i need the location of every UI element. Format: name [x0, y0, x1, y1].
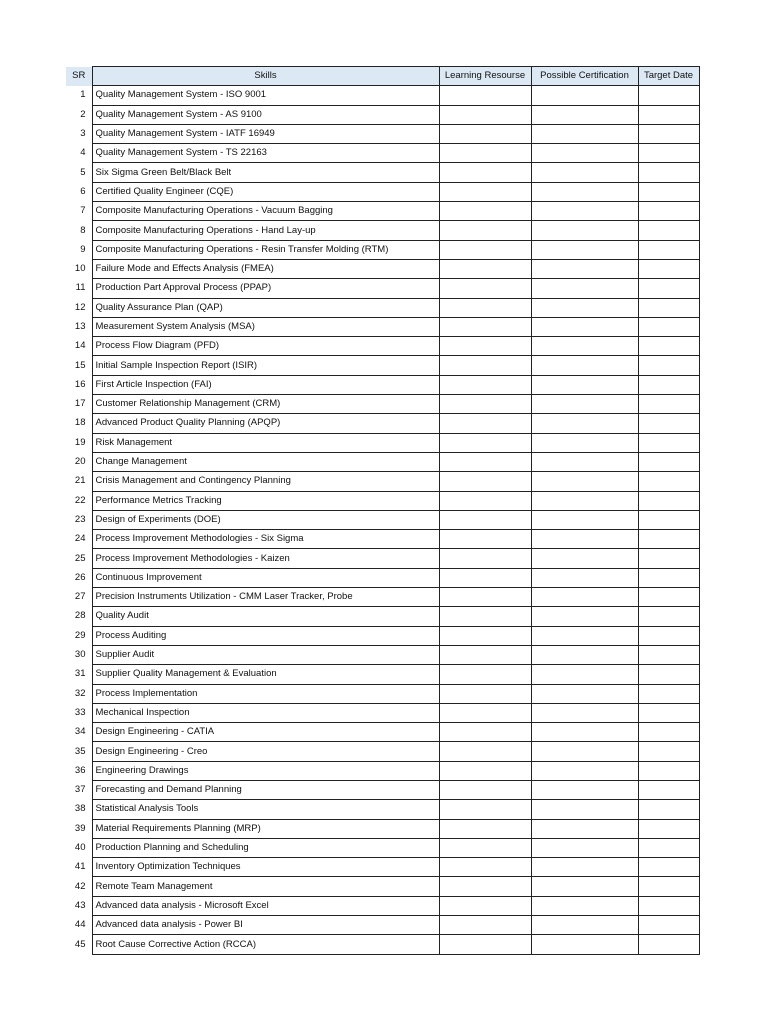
- row-number: 7: [80, 205, 86, 217]
- learning-resource-cell[interactable]: [439, 395, 531, 414]
- row-number: 12: [74, 301, 86, 313]
- possible-certification-cell[interactable]: [531, 607, 638, 626]
- target-date-cell[interactable]: [638, 761, 699, 780]
- target-date-cell[interactable]: [638, 259, 699, 278]
- learning-resource-cell[interactable]: [439, 761, 531, 780]
- learning-resource-cell[interactable]: [439, 298, 531, 317]
- target-date-cell[interactable]: [638, 568, 699, 587]
- row-number: 15: [74, 359, 86, 371]
- row-number: 37: [74, 784, 86, 796]
- table-row: [66, 491, 699, 510]
- row-number: 40: [74, 842, 86, 854]
- table-row: [66, 317, 699, 336]
- target-date-cell[interactable]: [638, 337, 699, 356]
- skill-cell: Process Improvement Methodologies - Kaizen: [92, 549, 439, 568]
- header-sr: SR: [66, 67, 92, 86]
- possible-certification-cell[interactable]: [531, 530, 638, 549]
- possible-certification-cell[interactable]: [531, 935, 638, 954]
- row-number: 20: [74, 456, 86, 468]
- skill-cell: Measurement System Analysis (MSA): [92, 317, 439, 336]
- table-row: [66, 916, 699, 935]
- table-row: [66, 896, 699, 915]
- skill-cell: Process Flow Diagram (PFD): [92, 337, 439, 356]
- possible-certification-cell[interactable]: [531, 395, 638, 414]
- target-date-cell[interactable]: [638, 665, 699, 684]
- row-number: 26: [74, 571, 86, 583]
- possible-certification-cell[interactable]: [531, 665, 638, 684]
- target-date-cell[interactable]: [638, 182, 699, 201]
- target-date-cell[interactable]: [638, 935, 699, 954]
- possible-certification-cell[interactable]: [531, 896, 638, 915]
- skill-cell: Engineering Drawings: [92, 761, 439, 780]
- possible-certification-cell[interactable]: [531, 858, 638, 877]
- target-date-cell[interactable]: [638, 742, 699, 761]
- learning-resource-cell[interactable]: [439, 568, 531, 587]
- target-date-cell[interactable]: [638, 433, 699, 452]
- header-row: [66, 67, 699, 86]
- skill-cell: First Article Inspection (FAI): [92, 375, 439, 394]
- table-row: [66, 279, 699, 298]
- possible-certification-cell[interactable]: [531, 433, 638, 452]
- skill-cell: Crisis Management and Contingency Planning: [92, 472, 439, 491]
- row-number: 25: [74, 552, 86, 564]
- row-number: 44: [74, 919, 86, 931]
- target-date-cell[interactable]: [638, 163, 699, 182]
- skill-cell: Six Sigma Green Belt/Black Belt: [92, 163, 439, 182]
- possible-certification-cell[interactable]: [531, 375, 638, 394]
- row-number: 30: [74, 649, 86, 661]
- learning-resource-cell[interactable]: [439, 124, 531, 143]
- target-date-cell[interactable]: [638, 356, 699, 375]
- row-number: 3: [80, 128, 86, 140]
- row-number: 18: [74, 417, 86, 429]
- learning-resource-cell[interactable]: [439, 665, 531, 684]
- row-number: 2: [80, 108, 86, 120]
- learning-resource-cell[interactable]: [439, 858, 531, 877]
- skill-cell: Continuous Improvement: [92, 568, 439, 587]
- possible-certification-cell[interactable]: [531, 163, 638, 182]
- skill-cell: Process Auditing: [92, 626, 439, 645]
- skill-cell: Production Part Approval Process (PPAP): [92, 279, 439, 298]
- learning-resource-cell[interactable]: [439, 433, 531, 452]
- target-date-cell[interactable]: [638, 549, 699, 568]
- learning-resource-cell[interactable]: [439, 588, 531, 607]
- table-row: [66, 414, 699, 433]
- target-date-cell[interactable]: [638, 800, 699, 819]
- possible-certification-cell[interactable]: [531, 800, 638, 819]
- possible-certification-cell[interactable]: [531, 452, 638, 471]
- target-date-cell[interactable]: [638, 124, 699, 143]
- table-row: [66, 510, 699, 529]
- possible-certification-cell[interactable]: [531, 182, 638, 201]
- skill-cell: Root Cause Corrective Action (RCCA): [92, 935, 439, 954]
- skill-cell: Supplier Audit: [92, 645, 439, 664]
- row-number: 32: [74, 687, 86, 699]
- row-number: 41: [74, 861, 86, 873]
- learning-resource-cell[interactable]: [439, 240, 531, 259]
- possible-certification-cell[interactable]: [531, 221, 638, 240]
- possible-certification-cell[interactable]: [531, 780, 638, 799]
- learning-resource-cell[interactable]: [439, 877, 531, 896]
- learning-resource-cell[interactable]: [439, 414, 531, 433]
- row-number: 9: [80, 243, 86, 255]
- table-row: [66, 703, 699, 722]
- skill-cell: Composite Manufacturing Operations - Resin Transfer Molding (RTM): [92, 240, 439, 259]
- skill-cell: Advanced data analysis - Power BI: [92, 916, 439, 935]
- row-number: 42: [74, 880, 86, 892]
- table-row: [66, 530, 699, 549]
- skill-cell: Composite Manufacturing Operations - Vacuum Bagging: [92, 202, 439, 221]
- learning-resource-cell[interactable]: [439, 317, 531, 336]
- skill-cell: Mechanical Inspection: [92, 703, 439, 722]
- learning-resource-cell[interactable]: [439, 935, 531, 954]
- target-date-cell[interactable]: [638, 375, 699, 394]
- learning-resource-cell[interactable]: [439, 510, 531, 529]
- table-row: [66, 742, 699, 761]
- learning-resource-cell[interactable]: [439, 684, 531, 703]
- possible-certification-cell[interactable]: [531, 645, 638, 664]
- skill-cell: Advanced data analysis - Microsoft Excel: [92, 896, 439, 915]
- target-date-cell[interactable]: [638, 491, 699, 510]
- header-possible-certification: Possible Certification: [531, 67, 638, 86]
- learning-resource-cell[interactable]: [439, 221, 531, 240]
- skill-cell: Forecasting and Demand Planning: [92, 780, 439, 799]
- row-number: 36: [74, 764, 86, 776]
- target-date-cell[interactable]: [638, 703, 699, 722]
- learning-resource-cell[interactable]: [439, 838, 531, 857]
- table-row: [66, 761, 699, 780]
- skill-cell: Material Requirements Planning (MRP): [92, 819, 439, 838]
- skill-cell: Quality Management System - AS 9100: [92, 105, 439, 124]
- learning-resource-cell[interactable]: [439, 182, 531, 201]
- table-row: [66, 259, 699, 278]
- target-date-cell[interactable]: [638, 240, 699, 259]
- target-date-cell[interactable]: [638, 221, 699, 240]
- possible-certification-cell[interactable]: [531, 723, 638, 742]
- table-row: [66, 935, 699, 954]
- possible-certification-cell[interactable]: [531, 568, 638, 587]
- possible-certification-cell[interactable]: [531, 588, 638, 607]
- learning-resource-cell[interactable]: [439, 86, 531, 105]
- target-date-cell[interactable]: [638, 723, 699, 742]
- learning-resource-cell[interactable]: [439, 819, 531, 838]
- table-row: [66, 337, 699, 356]
- learning-resource-cell[interactable]: [439, 530, 531, 549]
- possible-certification-cell[interactable]: [531, 916, 638, 935]
- row-number: 6: [80, 185, 86, 197]
- target-date-cell[interactable]: [638, 626, 699, 645]
- skill-cell: Precision Instruments Utilization - CMM Laser Tracker, Probe: [92, 588, 439, 607]
- skills-table: [66, 66, 700, 955]
- possible-certification-cell[interactable]: [531, 414, 638, 433]
- table-row: [66, 800, 699, 819]
- learning-resource-cell[interactable]: [439, 703, 531, 722]
- skill-cell: Quality Management System - ISO 9001: [92, 86, 439, 105]
- learning-resource-cell[interactable]: [439, 163, 531, 182]
- skill-cell: Performance Metrics Tracking: [92, 491, 439, 510]
- row-number: 4: [80, 147, 86, 159]
- table-row: [66, 549, 699, 568]
- learning-resource-cell[interactable]: [439, 105, 531, 124]
- skill-cell: Failure Mode and Effects Analysis (FMEA): [92, 259, 439, 278]
- learning-resource-cell[interactable]: [439, 375, 531, 394]
- possible-certification-cell[interactable]: [531, 202, 638, 221]
- table-row: [66, 452, 699, 471]
- table-row: [66, 202, 699, 221]
- possible-certification-cell[interactable]: [531, 356, 638, 375]
- learning-resource-cell[interactable]: [439, 896, 531, 915]
- row-number: 45: [74, 938, 86, 950]
- table-row: [66, 626, 699, 645]
- possible-certification-cell[interactable]: [531, 144, 638, 163]
- table-row: [66, 375, 699, 394]
- row-number: 16: [74, 378, 86, 390]
- table-row: [66, 780, 699, 799]
- table-row: [66, 665, 699, 684]
- row-number: 11: [75, 282, 86, 294]
- target-date-cell[interactable]: [638, 838, 699, 857]
- skill-cell: Customer Relationship Management (CRM): [92, 395, 439, 414]
- row-number: 38: [74, 803, 86, 815]
- target-date-cell[interactable]: [638, 877, 699, 896]
- skill-cell: Quality Management System - IATF 16949: [92, 124, 439, 143]
- skill-cell: Risk Management: [92, 433, 439, 452]
- skill-cell: Design Engineering - Creo: [92, 742, 439, 761]
- possible-certification-cell[interactable]: [531, 105, 638, 124]
- table-row: [66, 645, 699, 664]
- possible-certification-cell[interactable]: [531, 742, 638, 761]
- target-date-cell[interactable]: [638, 607, 699, 626]
- table-row: [66, 395, 699, 414]
- table-row: [66, 163, 699, 182]
- possible-certification-cell[interactable]: [531, 703, 638, 722]
- target-date-cell[interactable]: [638, 298, 699, 317]
- table-row: [66, 472, 699, 491]
- possible-certification-cell[interactable]: [531, 337, 638, 356]
- row-number: 39: [74, 822, 86, 834]
- target-date-cell[interactable]: [638, 896, 699, 915]
- target-date-cell[interactable]: [638, 414, 699, 433]
- target-date-cell[interactable]: [638, 144, 699, 163]
- row-number: 31: [74, 668, 86, 680]
- table-row: [66, 723, 699, 742]
- learning-resource-cell[interactable]: [439, 259, 531, 278]
- possible-certification-cell[interactable]: [531, 279, 638, 298]
- skill-cell: Design of Experiments (DOE): [92, 510, 439, 529]
- skill-cell: Advanced Product Quality Planning (APQP): [92, 414, 439, 433]
- target-date-cell[interactable]: [638, 86, 699, 105]
- table-row: [66, 433, 699, 452]
- table-row: [66, 568, 699, 587]
- table-body: [66, 86, 699, 954]
- row-number: 19: [74, 436, 86, 448]
- table-row: [66, 877, 699, 896]
- possible-certification-cell[interactable]: [531, 838, 638, 857]
- learning-resource-cell[interactable]: [439, 144, 531, 163]
- table-row: [66, 221, 699, 240]
- target-date-cell[interactable]: [638, 780, 699, 799]
- target-date-cell[interactable]: [638, 317, 699, 336]
- skill-cell: Supplier Quality Management & Evaluation: [92, 665, 439, 684]
- row-number: 29: [74, 629, 86, 641]
- table-row: [66, 105, 699, 124]
- possible-certification-cell[interactable]: [531, 549, 638, 568]
- learning-resource-cell[interactable]: [439, 337, 531, 356]
- row-number: 27: [74, 591, 86, 603]
- target-date-cell[interactable]: [638, 858, 699, 877]
- target-date-cell[interactable]: [638, 395, 699, 414]
- table-row: [66, 588, 699, 607]
- learning-resource-cell[interactable]: [439, 742, 531, 761]
- learning-resource-cell[interactable]: [439, 202, 531, 221]
- possible-certification-cell[interactable]: [531, 819, 638, 838]
- learning-resource-cell[interactable]: [439, 607, 531, 626]
- header-skills: Skills: [92, 67, 439, 86]
- row-number: 22: [74, 494, 86, 506]
- learning-resource-cell[interactable]: [439, 916, 531, 935]
- target-date-cell[interactable]: [638, 452, 699, 471]
- skill-cell: Change Management: [92, 452, 439, 471]
- learning-resource-cell[interactable]: [439, 549, 531, 568]
- row-number: 5: [80, 166, 86, 178]
- row-number: 14: [74, 340, 86, 352]
- learning-resource-cell[interactable]: [439, 626, 531, 645]
- learning-resource-cell[interactable]: [439, 452, 531, 471]
- skill-cell: Certified Quality Engineer (CQE): [92, 182, 439, 201]
- learning-resource-cell[interactable]: [439, 780, 531, 799]
- table-row: [66, 240, 699, 259]
- row-number: 17: [74, 398, 86, 410]
- possible-certification-cell[interactable]: [531, 491, 638, 510]
- target-date-cell[interactable]: [638, 202, 699, 221]
- row-number: 10: [74, 263, 86, 275]
- possible-certification-cell[interactable]: [531, 86, 638, 105]
- learning-resource-cell[interactable]: [439, 645, 531, 664]
- table-row: [66, 144, 699, 163]
- skill-cell: Composite Manufacturing Operations - Hand Lay-up: [92, 221, 439, 240]
- skill-cell: Inventory Optimization Techniques: [92, 858, 439, 877]
- possible-certification-cell[interactable]: [531, 510, 638, 529]
- table-row: [66, 858, 699, 877]
- possible-certification-cell[interactable]: [531, 877, 638, 896]
- table-row: [66, 684, 699, 703]
- row-number: 21: [74, 475, 86, 487]
- header-target-date: Target Date: [638, 67, 699, 86]
- skill-cell: Remote Team Management: [92, 877, 439, 896]
- learning-resource-cell[interactable]: [439, 279, 531, 298]
- possible-certification-cell[interactable]: [531, 472, 638, 491]
- target-date-cell[interactable]: [638, 510, 699, 529]
- skill-cell: Design Engineering - CATIA: [92, 723, 439, 742]
- skill-cell: Quality Assurance Plan (QAP): [92, 298, 439, 317]
- possible-certification-cell[interactable]: [531, 124, 638, 143]
- target-date-cell[interactable]: [638, 684, 699, 703]
- row-number: 35: [74, 745, 86, 757]
- table-row: [66, 298, 699, 317]
- row-number: 28: [74, 610, 86, 622]
- target-date-cell[interactable]: [638, 105, 699, 124]
- learning-resource-cell[interactable]: [439, 800, 531, 819]
- row-number: 13: [74, 321, 86, 332]
- skill-cell: Initial Sample Inspection Report (ISIR): [92, 356, 439, 375]
- table-row: [66, 86, 699, 105]
- skill-cell: Production Planning and Scheduling: [92, 838, 439, 857]
- possible-certification-cell[interactable]: [531, 259, 638, 278]
- learning-resource-cell[interactable]: [439, 491, 531, 510]
- row-number: 23: [74, 513, 86, 525]
- target-date-cell[interactable]: [638, 819, 699, 838]
- skill-cell: Statistical Analysis Tools: [92, 800, 439, 819]
- table-row: [66, 607, 699, 626]
- target-date-cell[interactable]: [638, 645, 699, 664]
- target-date-cell[interactable]: [638, 588, 699, 607]
- target-date-cell[interactable]: [638, 916, 699, 935]
- target-date-cell[interactable]: [638, 279, 699, 298]
- target-date-cell[interactable]: [638, 472, 699, 491]
- possible-certification-cell[interactable]: [531, 761, 638, 780]
- skill-cell: Process Improvement Methodologies - Six Sigma: [92, 530, 439, 549]
- skill-cell: Quality Management System - TS 22163: [92, 144, 439, 163]
- learning-resource-cell[interactable]: [439, 356, 531, 375]
- header-learning-resource: Learning Resourse: [439, 67, 531, 86]
- skill-cell: Process Implementation: [92, 684, 439, 703]
- row-number: 33: [74, 706, 86, 718]
- possible-certification-cell[interactable]: [531, 240, 638, 259]
- learning-resource-cell[interactable]: [439, 723, 531, 742]
- table-row: [66, 124, 699, 143]
- table-row: [66, 819, 699, 838]
- table-row: [66, 356, 699, 375]
- row-number: 24: [74, 533, 86, 545]
- table-row: [66, 838, 699, 857]
- possible-certification-cell[interactable]: [531, 684, 638, 703]
- table-row: [66, 182, 699, 201]
- row-number: 1: [80, 89, 86, 101]
- learning-resource-cell[interactable]: [439, 472, 531, 491]
- possible-certification-cell[interactable]: [531, 298, 638, 317]
- row-number: 34: [74, 726, 86, 738]
- row-number: 43: [74, 899, 86, 911]
- target-date-cell[interactable]: [638, 530, 699, 549]
- possible-certification-cell[interactable]: [531, 317, 638, 336]
- possible-certification-cell[interactable]: [531, 626, 638, 645]
- row-number: 8: [80, 224, 86, 236]
- skill-cell: Quality Audit: [92, 607, 439, 626]
